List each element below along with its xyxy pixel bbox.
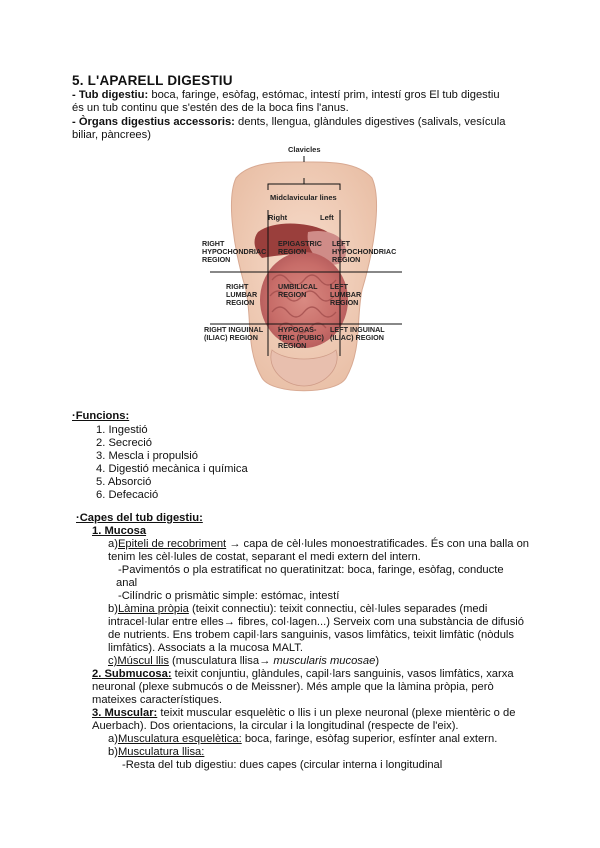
functions-list [96, 424, 248, 502]
mucosa-b-line-4: limfàtics). Associats a la mucosa MALT. [108, 642, 304, 654]
right-iliac-region: RIGHT INGUINAL (ILIAC) REGION [204, 325, 264, 342]
list-item: 2. Secreció [96, 437, 152, 449]
organs-label: - Òrgans digestius accessoris: [72, 116, 235, 128]
muscular-label: 3. Muscular: [92, 707, 158, 719]
mucosa-heading: 1. Mucosa [92, 525, 147, 537]
organs-text: dents, llengua, glàndules digestives (salivals, vesícula [234, 116, 506, 128]
left-iliac-region: LEFT INGUINAL (ILIAC) REGION [330, 325, 385, 342]
hypogastric-region: HYPOGAS- TRIC (PUBIC) REGION [278, 325, 324, 350]
mucosa-c-line: c)Múscul llis (musculatura llisa→ muscularis mucosae) [108, 655, 380, 667]
mucosa-b-line-2: intracel·lular entre elles→ fibres, col·lagen...) Serveix com una substància de difusió [108, 616, 524, 628]
list-item: 5. Absorció [96, 476, 152, 488]
muscular-line-2: Auerbach). Dos orientacions, la circular i la longitudinal (respecte de l'eix). [92, 720, 459, 732]
mucosa-a-line-2: tenim les cèl·lules de costat, separant el medi extern del intern. [108, 551, 421, 563]
functions-heading: ·Funcions: [72, 410, 130, 422]
right-hypochondriac-region: RIGHT HYPOCHONDRIAC REGION [202, 239, 267, 264]
left-label: Left [320, 213, 334, 222]
mucosa-a-line-1: a)Epiteli de recobriment → capa de cèl·lules monoestratificades. És con una balla on [108, 538, 530, 550]
mucosa-b-line-3: de nutrients. Ens trobem capil·lars sanguinis, vasos limfàtics, teixit limfàtic (nòduls [108, 629, 515, 641]
muscular-a-line: a)Musculatura esquelètica: boca, faringe, esòfag superior, esfínter anal extern. [108, 733, 498, 745]
mucosa-a-sub1-line-2: anal [116, 577, 138, 589]
list-item: 6. Defecació [96, 489, 159, 501]
epiteli-label: Epiteli de recobriment [117, 538, 227, 550]
umbilical-region: UMBILICAL REGION [278, 282, 318, 299]
muscular-b-line: b)Musculatura llisa: [108, 746, 205, 758]
submucosa-label: 2. Submucosa: [92, 668, 172, 680]
torso-illustration [196, 140, 412, 402]
midclavicular-label: Midclavicular lines [270, 193, 337, 202]
tub-label: - Tub digestiu: [72, 89, 149, 101]
left-hypochondriac-region: LEFT HYPOCHONDRIAC REGION [332, 239, 397, 264]
list-item: 3. Mescla i propulsió [96, 450, 198, 462]
mucosa-b-line-1: b)Làmina pròpia (teixit connectiu): teixit connectiu, cèl·lules separades (medi [108, 603, 488, 615]
mucosa-a-sub2: -Cilíndric o prismàtic simple: estómac, intestí [118, 590, 340, 602]
mucosa-a-sub1-line-1: -Pavimentós o pla estratificat no queratinitzat: boca, faringe, esòfag, conducte [118, 564, 504, 576]
clavicles-label: Clavicles [288, 145, 321, 154]
musculatura-esqueletica-label: Musculatura esquelètica: [117, 733, 242, 745]
intro-tub-line-1 [72, 89, 500, 102]
musculatura-llisa-label: Musculatura llisa: [117, 746, 205, 758]
epigastric-region: EPIGASTRIC REGION [278, 239, 322, 256]
right-label: Right [268, 213, 288, 222]
abdominal-regions-figure [196, 140, 412, 402]
muscul-llis-label: c)Múscul llis [108, 655, 169, 667]
intro-tub-line-2: és un tub continu que s'estén des de la boca fins l'anus. [72, 102, 349, 114]
left-lumbar-region: LEFT LUMBAR REGION [330, 282, 362, 307]
list-item: 4. Digestió mecànica i química [96, 463, 248, 475]
tub-text: boca, faringe, esòfag, estómac, intestí prim, intestí gros El tub digestiu [148, 89, 500, 101]
right-lumbar-region: RIGHT LUMBAR REGION [226, 282, 258, 307]
layers-heading: ·Capes del tub digestiu: [76, 512, 203, 524]
submucosa-line-3: mateixes característiques. [92, 694, 222, 706]
intro-organs-line-2: biliar, pàncrees) [72, 129, 151, 141]
intro-organs-line-1 [72, 116, 505, 129]
muscular-line-1: 3. Muscular: teixit muscular esquelètic o llis i un plexe neuronal (plexe mientèric o de [92, 707, 516, 719]
submucosa-line-2: neuronal (plexe submucós o de Meissner). Més ample que la làmina pròpia, però [92, 681, 494, 693]
submucosa-line-1: 2. Submucosa: teixit conjuntiu, glàndules, capil·lars sanguinis, vasos limfàtics, xarxa [92, 668, 514, 680]
muscular-b-sub: -Resta del tub digestiu: dues capes (circular interna i longitudinal [122, 759, 443, 771]
list-item: 1. Ingestió [96, 424, 148, 436]
lamina-propia-label: Làmina pròpia [117, 603, 189, 615]
page-title: 5. L'APARELL DIGESTIU [72, 73, 233, 88]
